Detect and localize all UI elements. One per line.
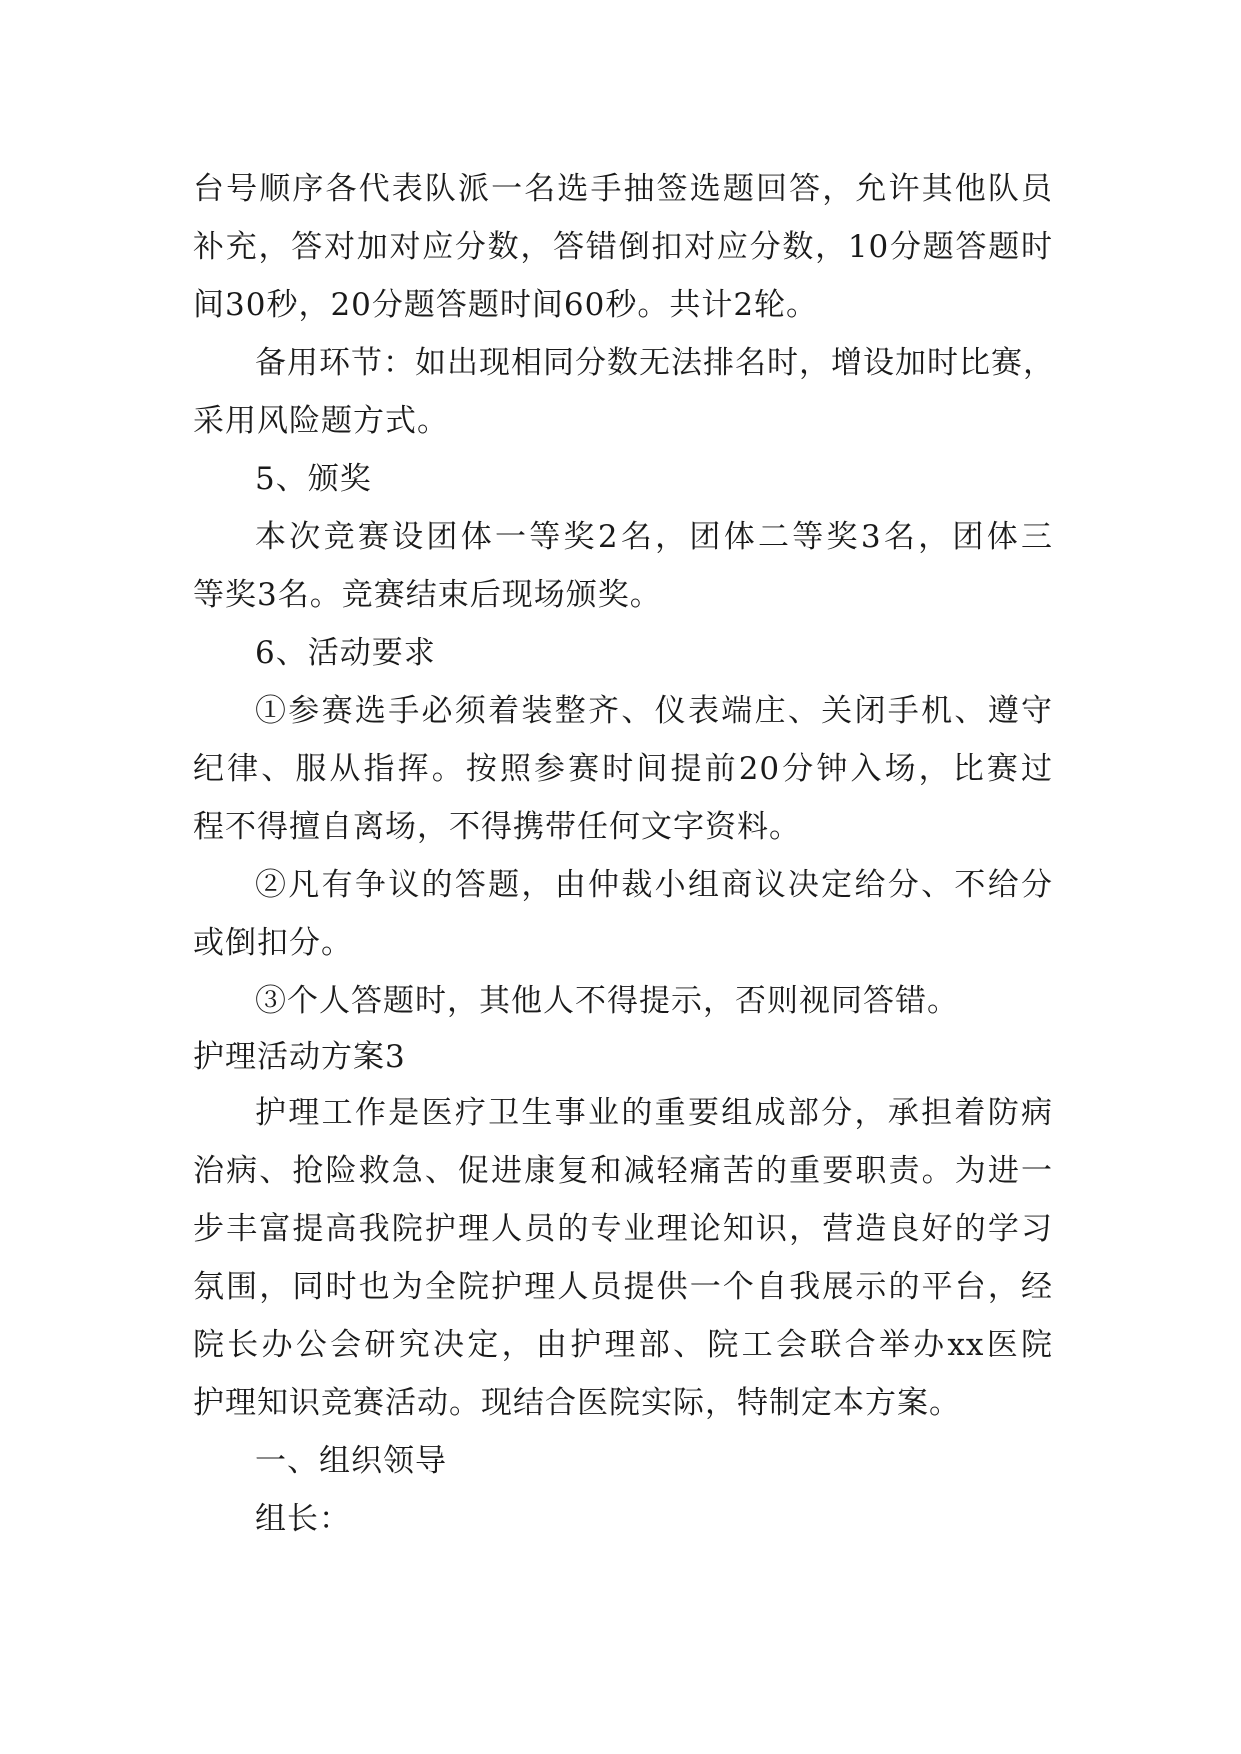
section-heading: 6、活动要求 xyxy=(255,635,436,671)
paragraph-line: 程不得擅自离场，不得携带任何文字资料。 xyxy=(193,809,801,845)
paragraph-line: 等奖3名。竞赛结束后现场颁奖。 xyxy=(193,577,662,613)
paragraph-line: 护理知识竞赛活动。现结合医院实际，特制定本方案。 xyxy=(193,1385,961,1421)
paragraph-line: 采用风险题方式。 xyxy=(193,403,449,439)
paragraph-line: 备用环节：如出现相同分数无法排名时，增设加时比赛， xyxy=(255,345,1055,381)
section-heading: 一、组织领导 xyxy=(255,1443,447,1479)
paragraph-line: 或倒扣分。 xyxy=(193,925,353,961)
paragraph-line: 本次竞赛设团体一等奖2名，团体二等奖3名，团体三 xyxy=(255,519,1053,555)
document-title: 护理活动方案3 xyxy=(193,1039,406,1075)
paragraph-line: 组长： xyxy=(255,1501,351,1537)
paragraph-line: 治病、抢险救急、促进康复和减轻痛苦的重要职责。为进一 xyxy=(193,1153,1053,1189)
paragraph-line: 步丰富提高我院护理人员的专业理论知识，营造良好的学习 xyxy=(193,1211,1053,1247)
paragraph-line: 间30秒，20分题答题时间60秒。共计2轮。 xyxy=(193,287,819,323)
paragraph-line: ③个人答题时，其他人不得提示，否则视同答错。 xyxy=(255,983,959,1019)
paragraph-line: 院长办公会研究决定，由护理部、院工会联合举办xx医院 xyxy=(193,1327,1053,1363)
section-heading: 5、颁奖 xyxy=(255,461,372,497)
paragraph-line: 纪律、服从指挥。按照参赛时间提前20分钟入场，比赛过 xyxy=(193,751,1053,787)
paragraph-line: 补充，答对加对应分数，答错倒扣对应分数，10分题答题时 xyxy=(193,229,1053,265)
paragraph-line: ②凡有争议的答题，由仲裁小组商议决定给分、不给分 xyxy=(255,867,1053,903)
paragraph-line: ①参赛选手必须着装整齐、仪表端庄、关闭手机、遵守 xyxy=(255,693,1053,729)
paragraph-line: 护理工作是医疗卫生事业的重要组成部分，承担着防病 xyxy=(255,1095,1053,1131)
document-page xyxy=(193,160,1053,1548)
paragraph-line: 氛围，同时也为全院护理人员提供一个自我展示的平台，经 xyxy=(193,1269,1053,1305)
paragraph-line: 台号顺序各代表队派一名选手抽签选题回答，允许其他队员 xyxy=(193,171,1053,207)
